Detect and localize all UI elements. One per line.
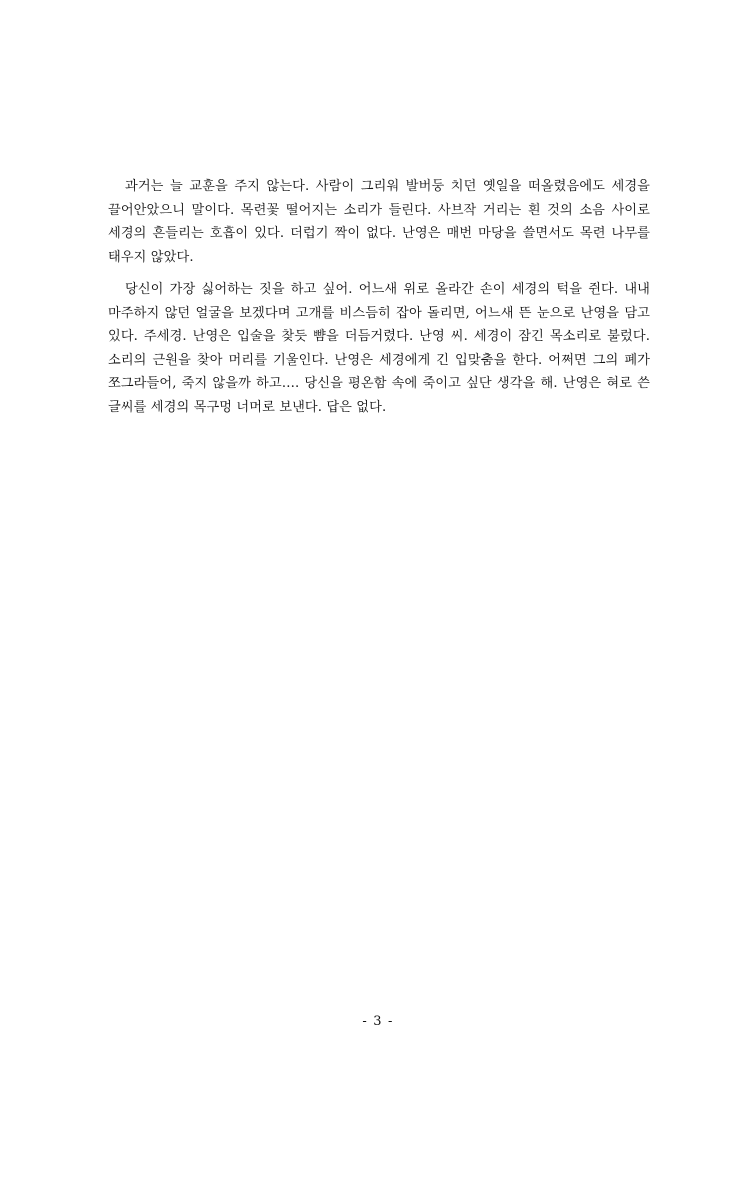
paragraph-1: 과거는 늘 교훈을 주지 않는다. 사람이 그리워 발버둥 치던 옛일을 떠올렸음에도 세경을 끌어안았으니 말이다. 목련꽃 떨어지는 소리가 들린다. 사브작 거리는 흰 것의 소음 사이로 세경의 흔들리는 호흡이 있다. 더럽기 짝이 없다. 난영은 매번 마당을 쓸면서도 목련 나무를 태우지 않았다. — [108, 179, 650, 265]
page-body — [108, 175, 650, 419]
page-number: - 3 - — [362, 1014, 394, 1029]
paragraph-2: 당신이 가장 싫어하는 짓을 하고 싶어. 어느새 위로 올라간 손이 세경의 턱을 쥔다. 내내 마주하지 않던 얼굴을 보겠다며 고개를 비스듬히 잡아 돌리면, 어느새 뜬 눈으로 난영을 담고 있다. 주세경. 난영은 입술을 찾듯 뺨을 더듬거렸다. 난영 씨. 세경이 잠긴 목소리로 불렀다. 소리의 근원을 찾아 머리를 기울인다. 난영은 세경에게 긴 입맞춤을 한다. 어쩌면 그의 폐가 쪼그라들어, 죽지 않을까 하고…. 당신을 평온함 속에 죽이고 싶단 생각을 해. 난영은 혀로 쓴 글씨를 세경의 목구멍 너머로 보낸다. 답은 없다. — [108, 282, 650, 415]
